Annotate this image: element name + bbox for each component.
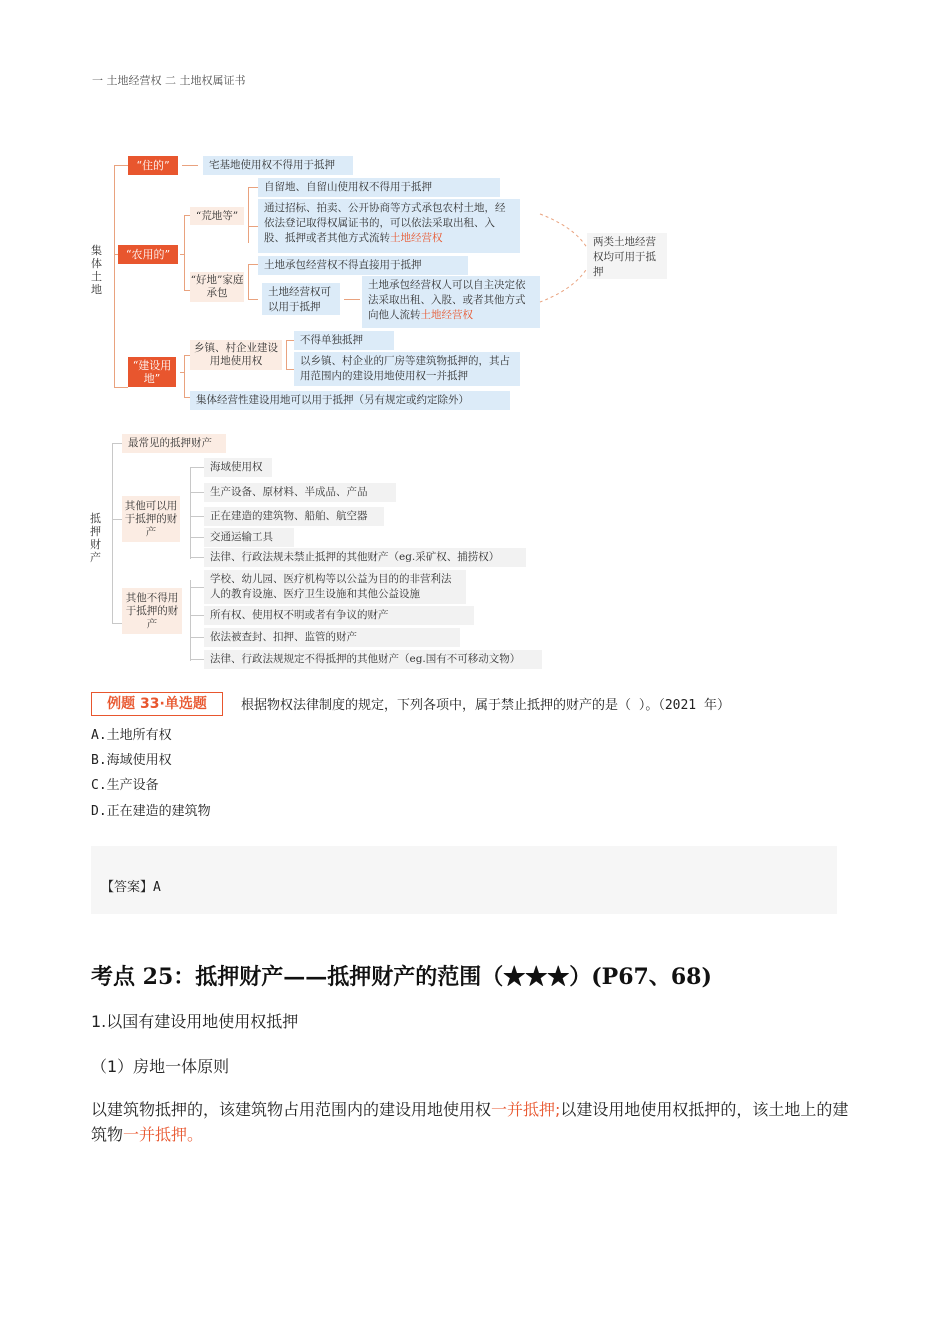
section-title: 考点 25：抵押财产——抵押财产的范围（★★★）(P67、68) bbox=[91, 964, 712, 990]
jian-tag: “建设用地” bbox=[128, 357, 176, 387]
top-cut-text: 一 土地经营权 二 土地权属证书 bbox=[92, 74, 246, 87]
can-item-2: 生产设备、原材料、半成品、产品 bbox=[204, 483, 396, 502]
nong-tag: “农用的” bbox=[118, 245, 178, 264]
can-item-1: 海域使用权 bbox=[204, 458, 272, 477]
hao-item-2: 土地承包经营权人可以自主决定依法采取出租、入股、或者其他方式向他人流转土地经营权 bbox=[362, 276, 540, 328]
section-paragraph: 以建筑物抵押的，该建筑物占用范围内的建设用地使用权一并抵押;以建设用地使用权抵押的，该土地上的建筑物一并抵押。 bbox=[91, 1100, 849, 1144]
side-note: 两类土地经营权均可用于抵押 bbox=[587, 233, 667, 279]
can-item-3: 正在建造的建筑物、船舶、航空器 bbox=[204, 507, 384, 526]
question-stem: 根据物权法律制度的规定，下列各项中，属于禁止抵押的财产的是（ ）。（2021 年） bbox=[241, 698, 730, 713]
jian-item-1: 不得单独抵押 bbox=[294, 331, 394, 350]
cannot-item-4: 法律、行政法规规定不得抵押的其他财产（eg.国有不可移动文物） bbox=[204, 650, 542, 669]
huang-item-2: 通过招标、拍卖、公开协商等方式承包农村土地，经依法登记取得权属证书的，可以依法采取出租、入股、抵押或者其他方式流转土地经营权 bbox=[258, 199, 520, 253]
answer-text: 【答案】A bbox=[101, 880, 161, 895]
answer-panel bbox=[91, 846, 837, 914]
common-box: 最常见的抵押财产 bbox=[122, 434, 226, 453]
cannot-label: 其他不得用于抵押的财产 bbox=[122, 588, 182, 634]
can-item-4: 交通运输工具 bbox=[204, 528, 294, 547]
option-d: D.正在建造的建筑物 bbox=[91, 804, 211, 819]
diagram1-root: 集体土地 bbox=[91, 244, 102, 296]
huang-item-1: 自留地、自留山使用权不得用于抵押 bbox=[258, 178, 500, 197]
cannot-item-2: 所有权、使用权不明或者有争议的财产 bbox=[204, 606, 474, 625]
cannot-item-1: 学校、幼儿园、医疗机构等以公益为目的的非营利法人的教育设施、医疗卫生设施和其他公益设施 bbox=[204, 570, 466, 604]
option-c: C.生产设备 bbox=[91, 778, 159, 793]
cannot-item-3: 依法被查封、扣押、监管的财产 bbox=[204, 628, 460, 647]
hao-sub: 土地经营权可以用于抵押 bbox=[262, 283, 340, 315]
section-sub1: 1.以国有建设用地使用权抵押 bbox=[91, 1012, 299, 1031]
section-sub2: （1）房地一体原则 bbox=[91, 1057, 230, 1076]
jian-sub: 乡镇、村企业建设用地使用权 bbox=[190, 340, 282, 370]
diagram2-root: 抵押财产 bbox=[90, 512, 101, 564]
question-badge: 例题 33·单选题 bbox=[91, 692, 223, 716]
jian-bottom: 集体经营性建设用地可以用于抵押（另有规定或约定除外） bbox=[190, 391, 510, 410]
can-label: 其他可以用于抵押的财产 bbox=[122, 496, 180, 542]
option-b: B.海域使用权 bbox=[91, 753, 172, 768]
hao-item-1: 土地承包经营权不得直接用于抵押 bbox=[258, 256, 468, 275]
jian-item-2: 以乡镇、村企业的厂房等建筑物抵押的，其占用范围内的建设用地使用权一并抵押 bbox=[294, 352, 520, 386]
huang-tag: “荒地等” bbox=[190, 207, 244, 225]
can-item-5: 法律、行政法规未禁止抵押的其他财产（eg.采矿权、捕捞权） bbox=[204, 548, 526, 567]
zhu-item: 宅基地使用权不得用于抵押 bbox=[203, 156, 353, 175]
hao-tag: “好地”家庭承包 bbox=[190, 272, 244, 302]
zhu-tag: “住的” bbox=[128, 156, 178, 175]
option-a: A.土地所有权 bbox=[91, 728, 172, 743]
